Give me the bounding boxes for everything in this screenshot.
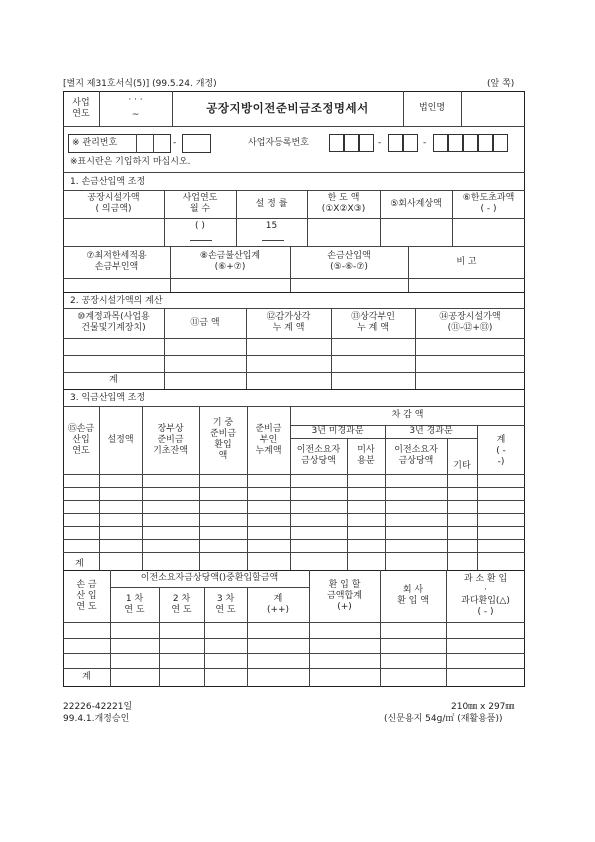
footer-size: 210㎜ x 297㎜ [451, 702, 515, 712]
biz-reg-digit[interactable] [344, 134, 359, 152]
s1-col-months: 사업연도 월 수 [182, 193, 218, 214]
form-title: 공장지방이전준비금조정명세서 [206, 101, 369, 115]
biz-reg-digit[interactable] [403, 134, 418, 152]
footer-approval: 99.4.1.개정승인 [63, 714, 130, 724]
s1-input-facility-value[interactable] [63, 218, 164, 246]
biz-reg-digit[interactable] [478, 134, 493, 152]
s3-col-reversal: 기 중 준비금 환입 액 [209, 418, 237, 461]
s1-col-nondeductible: ⑧손금불산입계 (⑥+⑦) [199, 251, 261, 272]
biz-reg-digit[interactable] [388, 134, 403, 152]
biz-reg-digit[interactable] [448, 134, 463, 152]
s2-col-denied: ⑬상각부인 누 계 액 [351, 312, 395, 333]
business-year-dots[interactable]: · · · [128, 94, 143, 105]
section3-title: 3. 익금산입액 조정 [70, 393, 146, 403]
s1-col-limit: 한 도 액 (①X②X③) [321, 193, 366, 214]
s3-sum: 계 ( - -) [496, 434, 506, 467]
section2-title: 2. 공장시설가액의 계산 [70, 296, 163, 306]
s4-col-sum: 계 (++) [266, 593, 290, 615]
s4-col-year: 손 금 산 입 연 도 [76, 579, 97, 612]
s1-input-limit[interactable] [307, 218, 380, 246]
mgmt-no-dash: - [173, 138, 177, 148]
s3-total-label: 계 [75, 559, 84, 569]
biz-reg-digit[interactable] [463, 134, 478, 152]
s3-col-year: ⑮손금 산입 연도 [67, 423, 95, 456]
s2-col-facility-value: ⑭공장시설가액 (⑪-⑫+⑬) [439, 312, 501, 333]
s2-total-label: 계 [109, 375, 118, 385]
s1-col-rate: 설 정 률 [255, 198, 288, 209]
s1-input-company[interactable] [380, 218, 452, 246]
s3-sub-relocation-2: 이전소요자 금상당액 [394, 445, 438, 466]
section1-title: 1. 손금산입액 조정 [70, 177, 146, 187]
page-side: (앞 쪽) [487, 79, 515, 89]
s1-col-min-tax: ⑦최저한세적용 손금부인액 [86, 251, 147, 272]
biz-reg-label: 사업자등록번호 [248, 138, 309, 148]
s2-col-depreciation: ⑫감가상각 누 계 액 [266, 312, 311, 333]
s4-col-reversal-total: 환 입 할 금액합계 (+) [327, 579, 362, 612]
s4-total-label: 계 [82, 672, 91, 682]
biz-reg-digit[interactable] [329, 134, 344, 152]
mgmt-no-field[interactable] [182, 134, 211, 153]
s1-col-company-amount: ⑤회사계상액 [390, 198, 442, 209]
s3-col-set-amount: 설정액 [107, 434, 134, 445]
s4-col-diff: 과 소 환 입 · 과다환입(△) ( - ) [461, 574, 510, 617]
s3-sub-unused: 미사 용분 [357, 445, 375, 466]
s1-col-deductible: 손금산입액 (⑤-⑥-⑦) [327, 251, 371, 272]
s3-over3-header: 3년 경과분 [409, 426, 453, 436]
mgmt-no-label: ※ 관리번호 [72, 138, 118, 148]
s4-col-year3: 3 차 연 도 [215, 593, 236, 615]
footer-paper: (신문용지 54g/㎡ (재활용품)) [384, 714, 503, 724]
s1-val-rate: 15 [265, 220, 278, 231]
form-number: [별지 제31호서식(5)] (99.5.24. 개정) [63, 79, 217, 89]
s1-col-remarks: 비 고 [456, 256, 477, 267]
biz-reg-digit[interactable] [359, 134, 374, 152]
s3-sub-relocation-1: 이전소요자 금상당액 [296, 445, 341, 466]
s4-col-company-reversal: 회 사 환 입 액 [397, 585, 429, 606]
corp-name-field[interactable] [461, 91, 525, 126]
s4-col-year2: 2 차 연 도 [171, 593, 192, 615]
biz-reg-dash-2: - [423, 138, 427, 148]
biz-reg-dash-1: - [378, 138, 382, 148]
s3-deduct-header: 차 감 액 [391, 410, 424, 420]
biz-reg-digit[interactable] [433, 134, 448, 152]
s1-col-excess: ⑥한도초과액 ( - ) [462, 193, 515, 214]
business-year-tilde[interactable]: ~ [131, 109, 140, 120]
s1-input-excess[interactable] [452, 218, 525, 246]
s3-under3-header: 3년 미경과분 [311, 426, 364, 436]
s1-val-months[interactable]: ( ) [195, 220, 205, 231]
s3-col-denied-total: 준비금 부인 누계액 [255, 423, 282, 456]
s3-col-opening-balance: 장부상 준비금 기초잔액 [153, 423, 188, 456]
biz-reg-digit[interactable] [493, 134, 508, 152]
footer-code: 22226-42221일 [63, 702, 133, 712]
corp-name-label: 법인명 [418, 103, 446, 113]
id-note: ※표시란은 기입하지 마십시오. [70, 157, 191, 167]
s3-sub-other: 기타 [453, 460, 471, 471]
s1-col-facility-value: 공장시설가액 ( 의금액) [87, 193, 140, 214]
business-year-label: 사업 연도 [72, 97, 90, 119]
s2-col-amount: ⑪금 액 [190, 317, 220, 328]
s4-group-header: 이전소요자금상당액()중환입할금액 [140, 573, 279, 583]
s2-col-account: ⑩계정과목(사업용 건물및기계장치) [77, 312, 150, 333]
s4-col-year1: 1 차 연 도 [124, 593, 145, 615]
